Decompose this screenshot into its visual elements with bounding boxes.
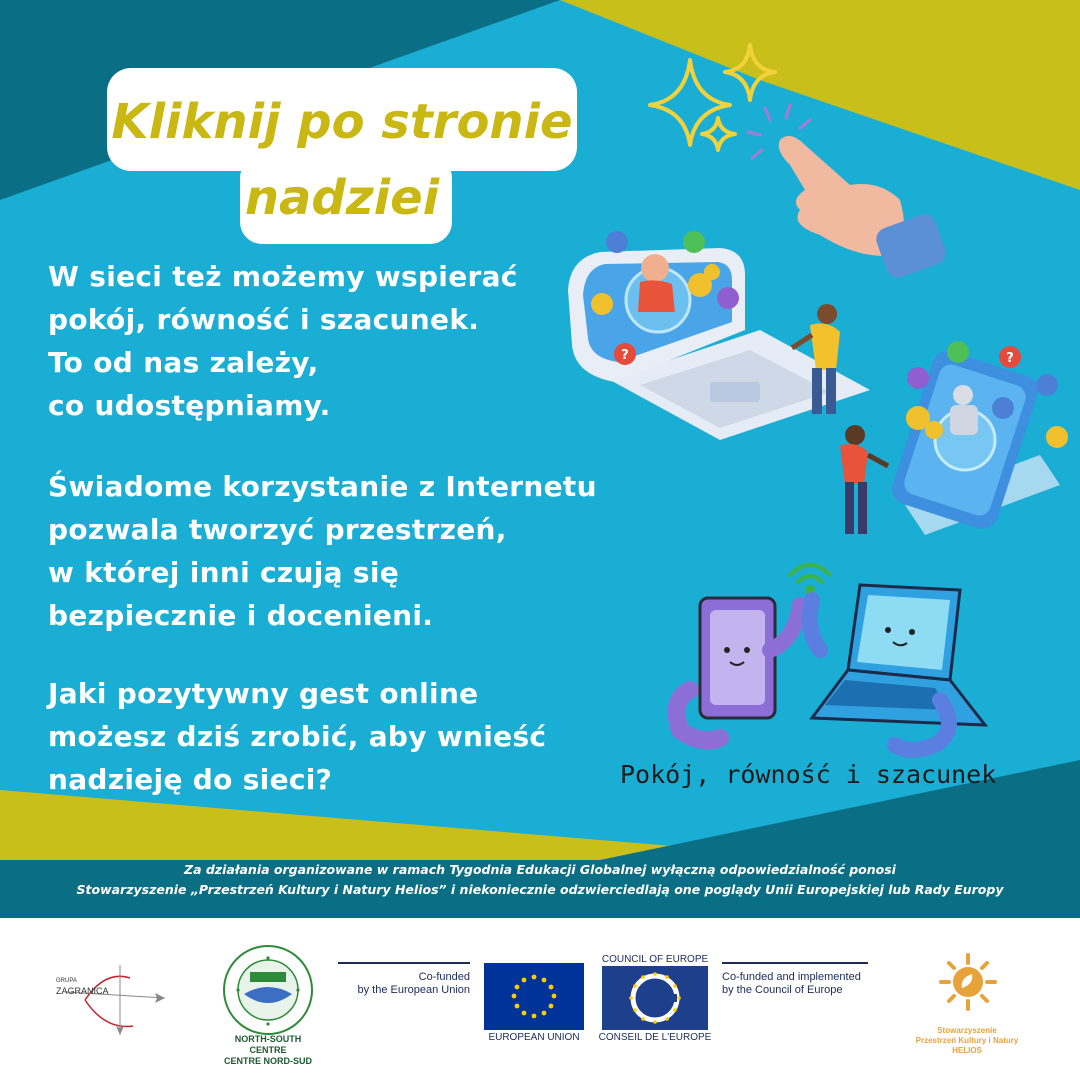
eu-cofund-rule — [338, 962, 470, 964]
nsc-line-2: CENTRE NORD-SUD — [223, 1056, 312, 1066]
text-line: Świadome korzystanie z Internetu — [48, 470, 597, 503]
grupa-zagranica-logo-icon — [55, 960, 175, 1040]
gz-line-1: GRUPA — [56, 978, 77, 984]
helios-line-1: Stowarzyszenie — [937, 1026, 997, 1035]
title-box — [107, 68, 577, 244]
eu-flag-icon — [484, 963, 584, 1030]
title-line-1: Kliknij po stronie — [111, 94, 573, 150]
pointing-hand-icon — [779, 136, 949, 281]
gz-line-2: ZAGRANICA — [56, 986, 109, 996]
svg-text:?: ? — [621, 348, 629, 363]
coe-logo-icon — [602, 966, 708, 1030]
text-line: co udostępniamy. — [48, 389, 331, 422]
text-line: bezpiecznie i docenieni. — [48, 599, 434, 632]
coe-cofund-text — [722, 971, 882, 997]
eu-cofund-line-1: Co-funded — [418, 971, 470, 983]
text-line: pokój, równość i szacunek. — [48, 303, 480, 336]
wifi-icon — [790, 565, 830, 593]
sun-icon — [938, 952, 998, 1012]
nsc-line-1: NORTH-SOUTH CENTRE — [234, 1034, 302, 1055]
title-line-2: nadziei — [244, 170, 440, 226]
laptop-character-icon — [810, 585, 985, 750]
coe-cofund-line-2: by the Council of Europe — [722, 984, 843, 996]
coe-bottom-label: CONSEIL DE L'EUROPE — [598, 1032, 712, 1043]
eu-label: EUROPEAN UNION — [488, 1032, 580, 1043]
text-line: W sieci też możemy wspierać — [48, 260, 518, 293]
eu-cofund-line-2: by the European Union — [357, 984, 470, 996]
text-line: nadzieję do sieci? — [48, 763, 333, 796]
disclaimer — [0, 860, 1080, 900]
disclaimer-line-2: Stowarzyszenie „Przestrzeń Kultury i Natury Helios” i niekoniecznie odzwierciedlają one poglądy Unii Europejskiej lub Rady Europy — [76, 882, 1004, 897]
paragraph-2 — [48, 465, 597, 637]
page-title — [107, 84, 577, 236]
person-icon — [840, 425, 888, 534]
illustration-caption: Pokój, równość i szacunek — [620, 760, 997, 789]
globe-icon — [222, 944, 314, 1036]
text-line: pozwala tworzyć przestrzeń, — [48, 513, 507, 546]
svg-text:?: ? — [1006, 351, 1014, 366]
tablet-character-icon — [677, 598, 800, 740]
text-line: To od nas zależy, — [48, 346, 319, 379]
eu-cofund-text — [338, 971, 470, 997]
paragraph-1 — [48, 255, 518, 427]
text-line: możesz dziś zrobić, aby wnieść — [48, 720, 547, 753]
paragraph-3 — [48, 672, 546, 801]
helios-line-2: Przestrzeń Kultury i Natury — [915, 1036, 1019, 1045]
coe-cofund-line-1: Co-funded and implemented — [722, 971, 861, 983]
coe-top-label: COUNCIL OF EUROPE — [601, 954, 709, 965]
coe-cofund-rule — [722, 962, 868, 964]
north-south-centre-label — [218, 1034, 318, 1067]
helios-label — [912, 1026, 1022, 1056]
text-line: w której inni czują się — [48, 556, 400, 589]
helios-line-3: HELIOS — [952, 1046, 982, 1055]
disclaimer-line-1: Za działania organizowane w ramach Tygodnia Edukacji Globalnej wyłączną odpowiedzialność ponosi — [184, 862, 896, 877]
text-line: Jaki pozytywny gest online — [48, 677, 479, 710]
grupa-zagranica-label — [56, 976, 109, 996]
